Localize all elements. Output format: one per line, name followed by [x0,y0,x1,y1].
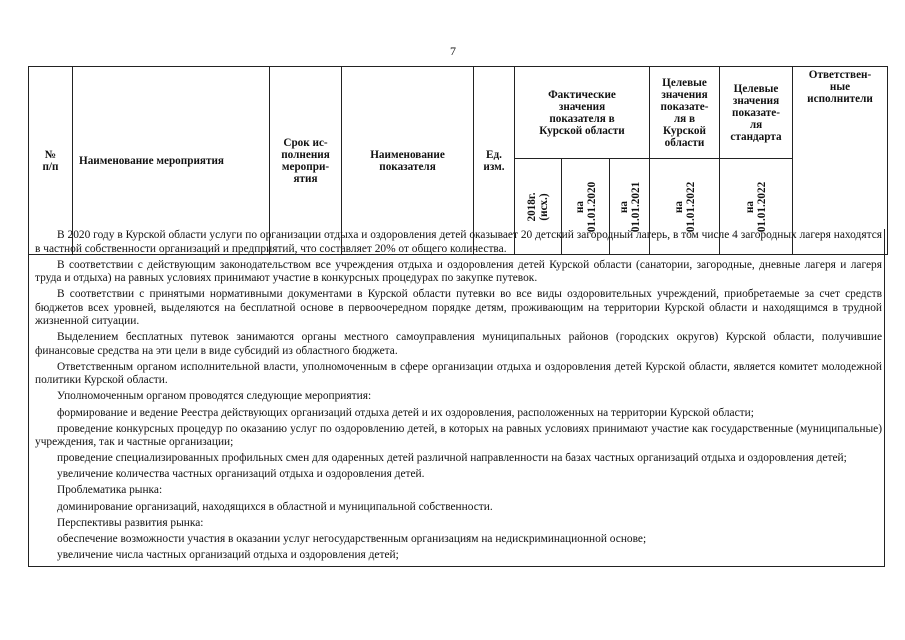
paragraph: увеличение числа частных организаций отдыха и оздоровления детей; [57,548,399,561]
col-unit: Ед. изм. [474,67,515,255]
paragraph: В соответствии с действующим законодательством все учреждения отдыха и оздоровления детей Курской области (санатории, загородные, дневные лагеря и лагеря труда и отдыха) на равных условиях принимают участие в конкурсных процедурах по закупке путевок. [35,258,882,285]
paragraph: Перспективы развития рынка: [57,516,204,529]
col-num: № п/п [29,67,73,255]
col-responsible: Ответствен- ные исполнители [793,67,888,255]
paragraph: проведение специализированных профильных смен для одаренных детей различной направленности на базах частных организаций отдыха и оздоровления детей; [57,452,847,465]
paragraph: увеличение количества частных организаций отдыха и оздоровления детей. [57,468,425,481]
col-2020: на 01.01.2020 [562,159,610,255]
col-actual: Фактические значения показателя в Курской области [515,67,650,159]
col-2022-standard: на 01.01.2022 [720,159,793,255]
col-target-kursk: Целевые значения показате- ля в Курской области [650,67,720,159]
col-event-name: Наименование мероприятия [73,67,270,255]
paragraph: В 2020 году в Курской области услуги по организации отдыха и оздоровления детей оказывает 20 детский загородный лагерь, в том числе 4 загородных лагеря находятся в частной собственности организаций и предприятий, что составляет 20% от общего количества. [35,229,882,255]
table-header [28,66,888,255]
col-2021: на 01.01.2021 [610,159,650,255]
col-target-standard: Целевые значения показате- ля стандарта [720,67,793,159]
col-2018: 2018г. (исх.) [515,159,562,255]
col-deadline: Срок ис- полнения меропри- ятия [270,67,342,255]
page-number: 7 [450,44,456,58]
paragraph: В соответствии с принятыми нормативными документами в Курской области путевки во все виды оздоровительных учреждений, приобретаемые за счет средств бюджетов всех уровней, выделяются на бесплатной основе в первоочередном порядке детям, проживающим на территории Курской области и находящимся в трудной жизненной ситуации. [35,288,882,328]
paragraph: проведение конкурсных процедур по оказанию услуг по оздоровлению детей, в которых на равных условиях принимают участие как государственные (муниципальные) учреждения, так и частные организации; [35,422,882,449]
paragraph: Проблематика рынка: [57,484,163,497]
col-2022-kursk: на 01.01.2022 [650,159,720,255]
paragraph: Уполномоченным органом проводятся следующие мероприятия: [57,390,372,403]
table-body-text [28,229,885,567]
paragraph: доминирование организаций, находящихся в областной и муниципальной собственности. [57,500,493,513]
col-indicator-name: Наименование показателя [342,67,474,255]
paragraph: обеспечение возможности участия в оказании услуг негосударственным организациям на недискриминационной основе; [57,532,647,545]
paragraph: Выделением бесплатных путевок занимаются органы местного самоуправления муниципальных районов (городских округов) Курской области, получившие финансовые средства на эти цели в виде субсидий из областного бюджета. [35,331,882,357]
paragraph: Ответственным органом исполнительной власти, уполномоченным в сфере организации отдыха и оздоровления детей Курской области, является комитет молодежной политики Курской области. [35,360,882,387]
paragraph: формирование и ведение Реестра действующих организаций отдыха детей и их оздоровления, расположенных на территории Курской области; [57,406,754,419]
